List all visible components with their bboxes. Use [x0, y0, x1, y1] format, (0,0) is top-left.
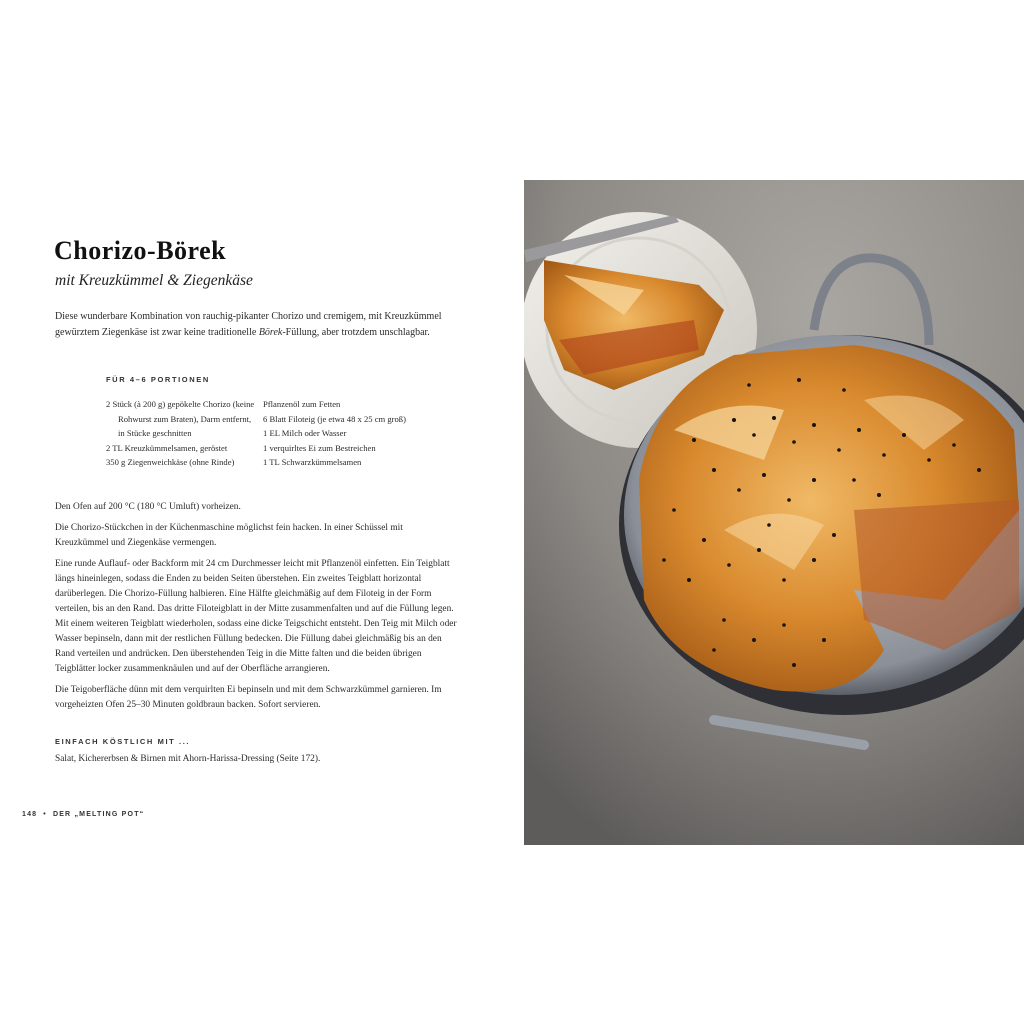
intro-text-after: -Füllung, aber trotzdem unschlagbar.: [282, 327, 430, 338]
intro-text-before: Diese wunderbare Kombination von rauchig-pikanter Chorizo und cremigem, mit Kreuzkümmel gewürztem Ziegenkäse ist zwar keine traditionelle: [55, 311, 442, 338]
ingredient-item: 2 TL Kreuzkümmelsamen, geröstet: [106, 442, 228, 453]
method-step: Die Teigoberfläche dünn mit dem verquirlten Ei bepinseln und mit dem Schwarzkümmel garnieren. Im vorgeheizten Ofen 25–30 Minuten goldbraun backen. Sofort servieren.: [55, 685, 442, 710]
section-name: DER „MELTING POT“: [52, 811, 145, 818]
ingredient-item: 1 EL Milch oder Wasser: [263, 428, 347, 439]
recipe-title: Chorizo-Börek: [54, 236, 227, 265]
footer-separator: •: [43, 811, 47, 818]
ingredient-item: 1 TL Schwarzkümmelsamen: [263, 457, 362, 468]
tip-heading: EINFACH KÖSTLICH MIT ...: [55, 737, 191, 746]
borek-photo-illustration: [524, 180, 1024, 845]
method-step: Die Chorizo-Stückchen in der Küchenmaschine möglichst fein hacken. In einer Schüssel mit Kreuzkümmel und Ziegenkäse vermengen.: [55, 523, 403, 548]
recipe-intro: [55, 309, 455, 341]
recipe-subtitle: mit Kreuzkümmel & Ziegenkäse: [55, 272, 253, 289]
ingredient-item: 2 Stück (à 200 g) gepökelte Chorizo (keine Rohwurst zum Braten), Darm entfernt, in Stücke geschnitten: [106, 399, 255, 439]
ingredient-item: Pflanzenöl zum Fetten: [263, 399, 341, 409]
method-step: Eine runde Auflauf- oder Backform mit 24 cm Durchmesser leicht mit Pflanzenöl einfetten. Ein Teigblatt längs hineinlegen, sodass die Enden zu beiden Seiten überstehen. Ein zweites Teigblatt horizontal darüberlegen. Die Chorizo-Füllung halbieren. Eine Hälfte gleichmäßig auf dem Filoteig in der Form verteilen, bis an den Rand. Das dritte Filoteigblatt in der Mitte zusammenfalten und auf die Füllung legen. Mit einem weiteren Teigblatt wiederholen, sodass eine dicke Teigschicht entsteht. Den Teig mit Milch oder Wasser bepinseln, dann mit der restlichen Füllung bedecken. Die Füllung dabei gleichmäßig bis an den Rand verteilen und andrücken. Den überstehenden Teig in die Mitte falten und die beiden übrigen Teigblätter locker zusammenknäulen und auf der Oberfläche arrangieren.: [55, 559, 457, 674]
page-footer: [22, 811, 144, 818]
method-step: Den Ofen auf 200 °C (180 °C Umluft) vorheizen.: [55, 502, 241, 512]
ingredient-item: 6 Blatt Filoteig (je etwa 48 x 25 cm groß): [263, 413, 406, 424]
method-steps: [55, 500, 457, 719]
page-number: 148: [22, 811, 38, 818]
recipe-photo: [524, 180, 1024, 845]
portions-label: FÜR 4–6 PORTIONEN: [106, 375, 210, 384]
intro-text-emphasis: Börek: [258, 327, 283, 338]
ingredient-item: 1 verquirltes Ei zum Bestreichen: [263, 442, 376, 453]
ingredient-item: 350 g Ziegenweichkäse (ohne Rinde): [106, 457, 235, 468]
tip-text: Salat, Kichererbsen & Birnen mit Ahorn-Harissa-Dressing (Seite 172).: [55, 754, 321, 764]
ingredients-right-column: [263, 397, 413, 470]
ingredients-left-column: [106, 397, 258, 470]
